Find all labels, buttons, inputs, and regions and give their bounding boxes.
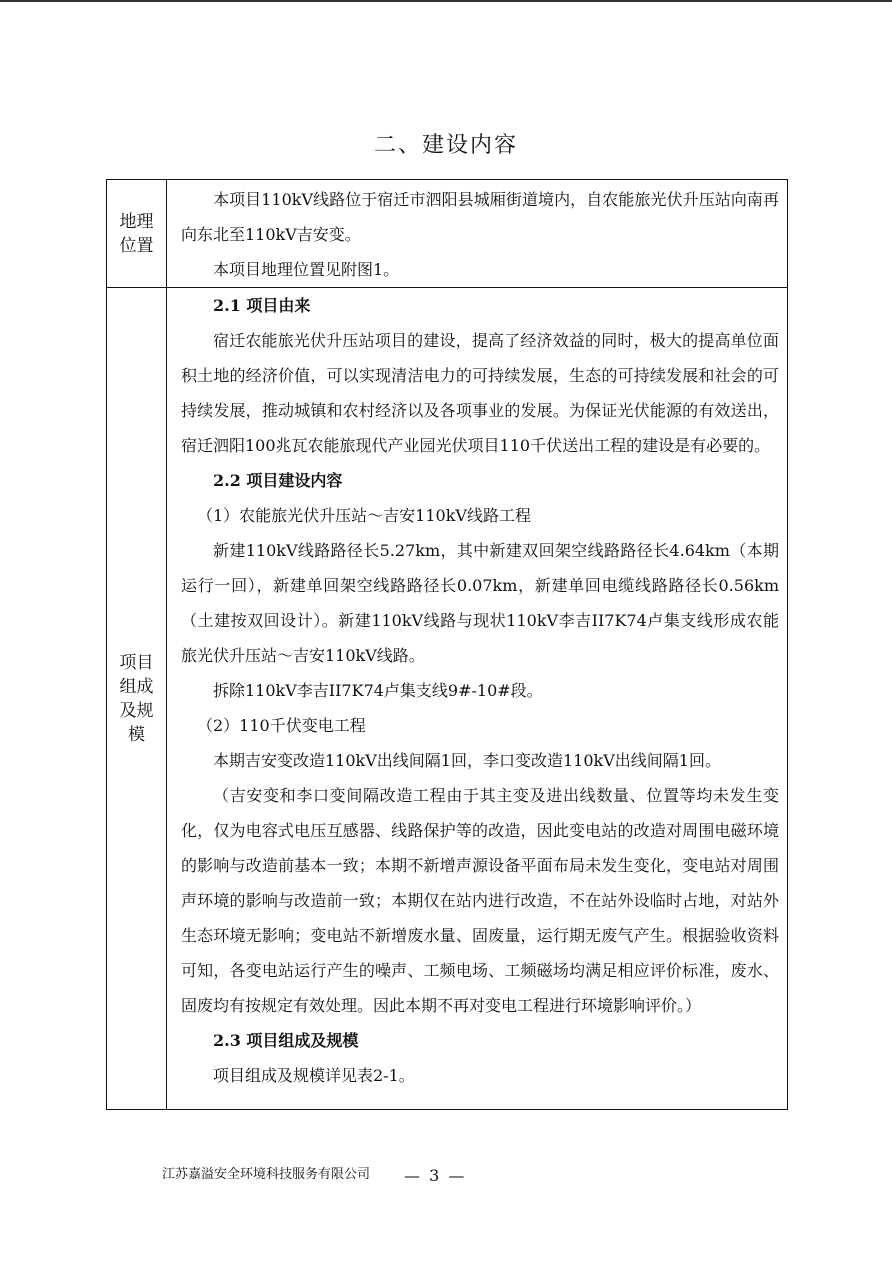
page-number: — 3 — xyxy=(404,1166,467,1185)
substation-note-paragraph: （吉安变和李口变间隔改造工程由于其主变及进出线数量、位置等均未发生变化，仅为电容式电压互感器、线路保护等的改造，因此变电站的改造对周围电磁环境的影响与改造前基本一致；本期不新增声源设备平面布局未发生变化，变电站对周围声环境的影响与改造前一致；本期仅在站内进行改造，不在站外设临时占地，对站外生态环境无影响；变电站不新增废水量、固废量，运行期无废气产生。根据验收资料可知，各变电站运行产生的噪声、工频电场、工频磁场均满足相应评价标准，废水、固废均有按规定有效处理。因此本期不再对变电工程进行环境影响评价。） xyxy=(181,786,779,1015)
heading-construction-content: 2.2 项目建设内容 xyxy=(213,471,343,490)
footer-company: 江苏嘉溢安全环境科技服务有限公司 xyxy=(162,1167,371,1182)
subheading-substation-project: （2）110千伏变电工程 xyxy=(197,716,366,735)
composition-label: 项目组成及规模 xyxy=(119,652,154,745)
line-project-paragraph: 新建110kV线路路径长5.27km，其中新建双回架空线路路径长4.64km（本期运行一回），新建单回架空线路路径长0.07km，新建单回电缆线路路径长0.56km（土建按双回设计）。新建110kV线路与现状110kV李吉II7K74卢集支线形成农能旅光伏升压站～吉安110kV线路。 xyxy=(181,541,779,665)
location-label: 地理位置 xyxy=(119,211,154,256)
project-origin-paragraph: 宿迁农能旅光伏升压站项目的建设，提高了经济效益的同时，极大的提高单位面积土地的经济价值，可以实现清洁电力的可持续发展，生态的可持续发展和社会的可持续发展，推动城镇和农村经济以及各项事业的发展。为保证光伏能源的有效送出，宿迁泗阳100兆瓦农能旅现代产业园光伏项目110千伏送出工程的建设是有必要的。 xyxy=(181,331,779,455)
content-table xyxy=(106,179,788,1110)
subheading-line-project: （1）农能旅光伏升压站～吉安110kV线路工程 xyxy=(197,506,531,525)
location-figure-note: 本项目地理位置见附图1。 xyxy=(213,260,400,279)
top-rule xyxy=(0,0,892,2)
composition-scale-paragraph: 项目组成及规模详见表2-1。 xyxy=(213,1066,415,1085)
demolition-paragraph: 拆除110kV李吉II7K74卢集支线9#-10#段。 xyxy=(213,681,543,700)
section-title: 二、建设内容 xyxy=(373,133,518,158)
location-row xyxy=(107,180,788,288)
heading-composition-scale: 2.3 项目组成及规模 xyxy=(213,1031,359,1050)
composition-label-cell xyxy=(107,288,167,1110)
location-label-cell xyxy=(107,180,167,288)
composition-body-cell xyxy=(167,288,788,1110)
location-paragraph: 本项目110kV线路位于宿迁市泗阳县城厢街道境内，自农能旅光伏升压站向南再向东北至110kV吉安变。 xyxy=(181,190,779,244)
substation-paragraph: 本期吉安变改造110kV出线间隔1回，李口变改造110kV出线间隔1回。 xyxy=(213,751,721,770)
composition-row xyxy=(107,288,788,1110)
location-body-cell xyxy=(167,180,788,288)
heading-project-origin: 2.1 项目由来 xyxy=(213,296,311,315)
